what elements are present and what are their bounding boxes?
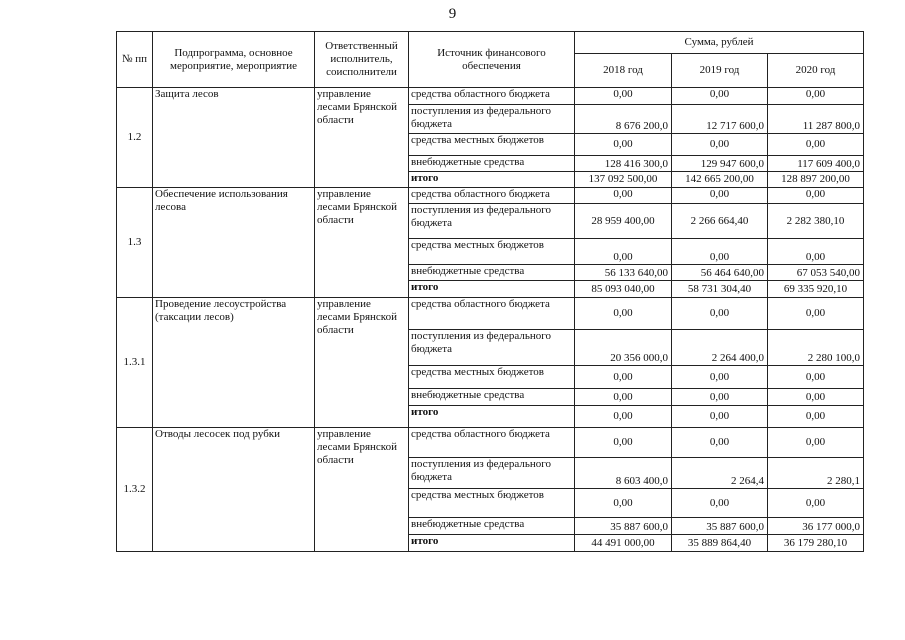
block-responsible: управление лесами Брянской области xyxy=(315,188,409,298)
block-title: Проведение лесоустройства (таксации лесов) xyxy=(153,298,315,428)
value-cell: 67 053 540,00 xyxy=(768,265,864,281)
value-cell: 56 464 640,00 xyxy=(672,265,768,281)
block-title: Отводы лесосек под рубки xyxy=(153,428,315,552)
header-year-2020: 2020 год xyxy=(768,54,864,88)
value-cell: 0,00 xyxy=(575,134,672,156)
value-cell: 11 287 800,0 xyxy=(768,105,864,134)
value-cell: 8 676 200,0 xyxy=(575,105,672,134)
source-label: итого xyxy=(409,281,575,298)
source-label: внебюджетные средства xyxy=(409,518,575,535)
header-year-2018: 2018 год xyxy=(575,54,672,88)
value-cell: 128 897 200,00 xyxy=(768,172,864,188)
value-cell: 2 264 400,0 xyxy=(672,330,768,366)
source-label: средства местных бюджетов xyxy=(409,366,575,389)
value-cell: 58 731 304,40 xyxy=(672,281,768,298)
value-cell: 0,00 xyxy=(672,298,768,330)
value-cell: 0,00 xyxy=(768,428,864,458)
value-cell: 0,00 xyxy=(768,188,864,204)
value-cell: 8 603 400,0 xyxy=(575,458,672,489)
value-cell: 0,00 xyxy=(575,389,672,406)
value-cell: 0,00 xyxy=(672,389,768,406)
source-label: внебюджетные средства xyxy=(409,156,575,172)
value-cell: 0,00 xyxy=(672,366,768,389)
block-number: 1.3.1 xyxy=(117,298,153,428)
value-cell: 35 889 864,40 xyxy=(672,535,768,552)
source-label: поступления из федерального бюджета xyxy=(409,330,575,366)
financing-table xyxy=(116,31,864,552)
value-cell: 0,00 xyxy=(575,88,672,105)
block-responsible: управление лесами Брянской области xyxy=(315,428,409,552)
header-responsible: Ответственный исполнитель, соисполнители xyxy=(315,32,409,88)
source-label: средства местных бюджетов xyxy=(409,239,575,265)
value-cell: 137 092 500,00 xyxy=(575,172,672,188)
value-cell: 0,00 xyxy=(672,188,768,204)
source-label: средства областного бюджета xyxy=(409,188,575,204)
source-label: внебюджетные средства xyxy=(409,389,575,406)
table-row xyxy=(117,88,864,105)
value-cell: 0,00 xyxy=(768,134,864,156)
value-cell: 0,00 xyxy=(672,88,768,105)
value-cell: 12 717 600,0 xyxy=(672,105,768,134)
value-cell: 2 266 664,40 xyxy=(672,204,768,239)
block-number: 1.3 xyxy=(117,188,153,298)
header-year-2019: 2019 год xyxy=(672,54,768,88)
source-label: внебюджетные средства xyxy=(409,265,575,281)
header-num: № пп xyxy=(117,32,153,88)
value-cell: 0,00 xyxy=(768,489,864,518)
value-cell: 0,00 xyxy=(672,406,768,428)
block-number: 1.2 xyxy=(117,88,153,188)
value-cell: 128 416 300,0 xyxy=(575,156,672,172)
value-cell: 0,00 xyxy=(768,389,864,406)
block-number: 1.3.2 xyxy=(117,428,153,552)
value-cell: 28 959 400,00 xyxy=(575,204,672,239)
value-cell: 2 264,4 xyxy=(672,458,768,489)
table-row xyxy=(117,428,864,458)
header-program: Подпрограмма, основное мероприятие, мероприятие xyxy=(153,32,315,88)
value-cell: 35 887 600,0 xyxy=(575,518,672,535)
value-cell: 0,00 xyxy=(768,239,864,265)
value-cell: 36 179 280,10 xyxy=(768,535,864,552)
source-label: итого xyxy=(409,172,575,188)
source-label: средства местных бюджетов xyxy=(409,489,575,518)
value-cell: 2 280,1 xyxy=(768,458,864,489)
value-cell: 0,00 xyxy=(768,366,864,389)
source-label: поступления из федерального бюджета xyxy=(409,204,575,239)
block-title: Защита лесов xyxy=(153,88,315,188)
table-row xyxy=(117,188,864,204)
header-sum: Сумма, рублей xyxy=(575,32,864,54)
value-cell: 69 335 920,10 xyxy=(768,281,864,298)
value-cell: 0,00 xyxy=(672,489,768,518)
block-title: Обеспечение использования лесова xyxy=(153,188,315,298)
source-label: поступления из федерального бюджета xyxy=(409,458,575,489)
value-cell: 0,00 xyxy=(575,428,672,458)
value-cell: 44 491 000,00 xyxy=(575,535,672,552)
page-number: 9 xyxy=(448,6,457,22)
value-cell: 0,00 xyxy=(768,88,864,105)
source-label: итого xyxy=(409,406,575,428)
value-cell: 0,00 xyxy=(575,188,672,204)
value-cell: 85 093 040,00 xyxy=(575,281,672,298)
block-responsible: управление лесами Брянской области xyxy=(315,298,409,428)
source-label: средства местных бюджетов xyxy=(409,134,575,156)
value-cell: 20 356 000,0 xyxy=(575,330,672,366)
value-cell: 0,00 xyxy=(575,298,672,330)
header-source: Источник финансового обеспечения xyxy=(409,32,575,88)
value-cell: 142 665 200,00 xyxy=(672,172,768,188)
value-cell: 0,00 xyxy=(575,406,672,428)
block-responsible: управление лесами Брянской области xyxy=(315,88,409,188)
value-cell: 0,00 xyxy=(575,239,672,265)
value-cell: 129 947 600,0 xyxy=(672,156,768,172)
value-cell: 36 177 000,0 xyxy=(768,518,864,535)
value-cell: 0,00 xyxy=(768,298,864,330)
table-row xyxy=(117,298,864,330)
value-cell: 0,00 xyxy=(672,134,768,156)
value-cell: 0,00 xyxy=(672,239,768,265)
value-cell: 56 133 640,00 xyxy=(575,265,672,281)
value-cell: 117 609 400,0 xyxy=(768,156,864,172)
value-cell: 35 887 600,0 xyxy=(672,518,768,535)
value-cell: 0,00 xyxy=(575,366,672,389)
source-label: итого xyxy=(409,535,575,552)
source-label: средства областного бюджета xyxy=(409,298,575,330)
value-cell: 0,00 xyxy=(575,489,672,518)
source-label: средства областного бюджета xyxy=(409,88,575,105)
value-cell: 2 280 100,0 xyxy=(768,330,864,366)
value-cell: 0,00 xyxy=(672,428,768,458)
source-label: средства областного бюджета xyxy=(409,428,575,458)
value-cell: 2 282 380,10 xyxy=(768,204,864,239)
source-label: поступления из федерального бюджета xyxy=(409,105,575,134)
value-cell: 0,00 xyxy=(768,406,864,428)
